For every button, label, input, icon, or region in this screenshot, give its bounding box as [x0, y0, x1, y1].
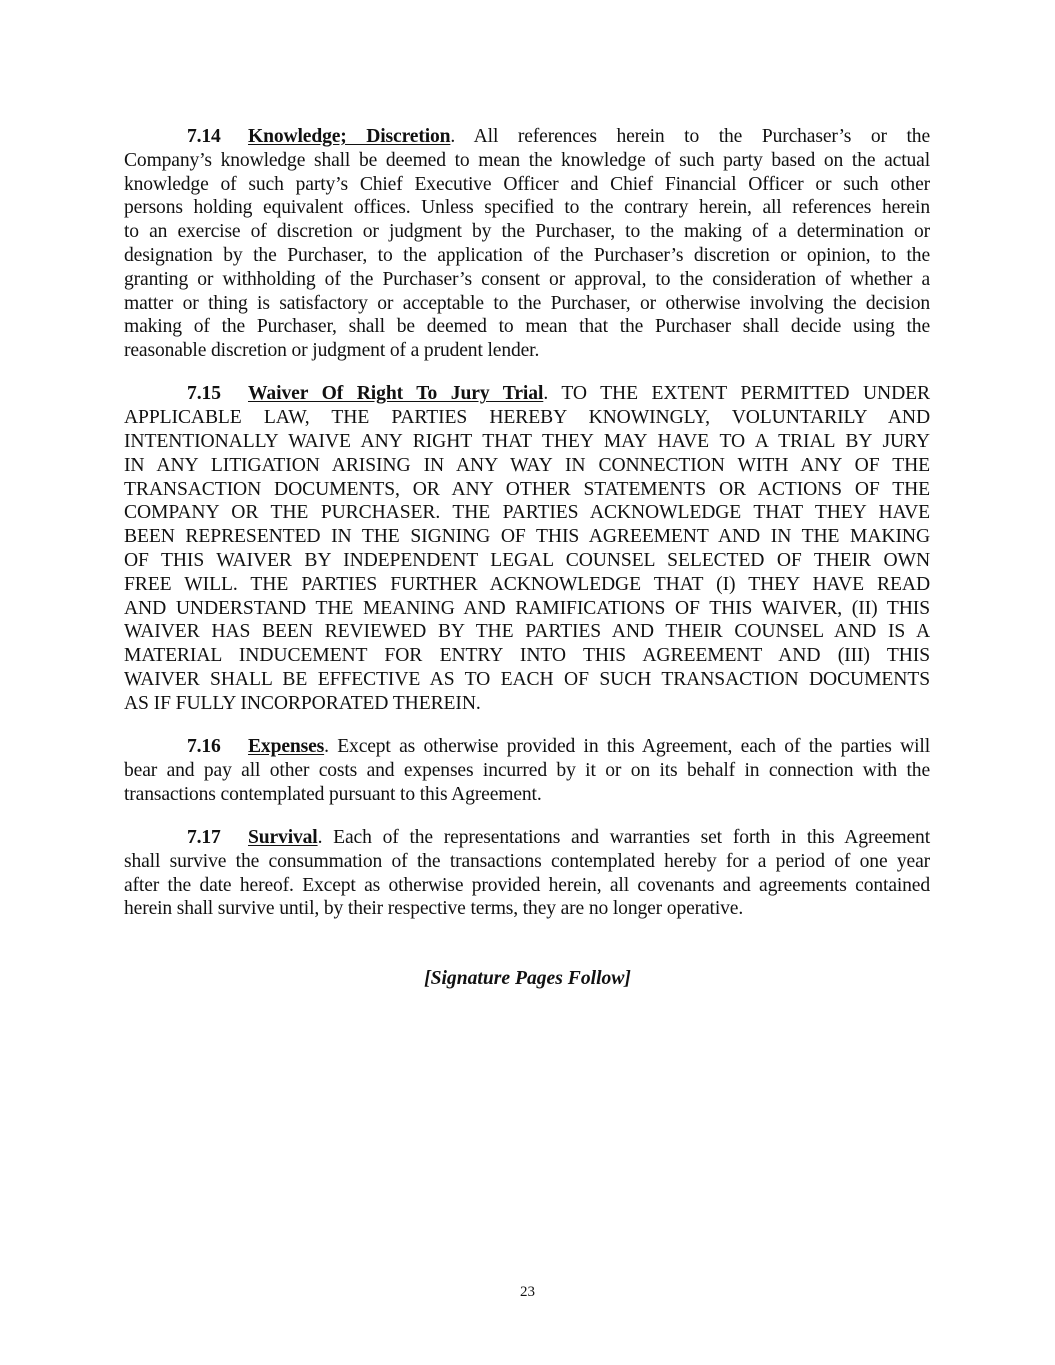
section-line: BEEN REPRESENTED IN THE SIGNING OF THIS AGREEMENT AND IN THE MAKING [124, 526, 930, 548]
section-line: designation by the Purchaser, to the application of the Purchaser’s discretion or opinion, to the [124, 244, 930, 266]
section-7-15 [124, 382, 930, 715]
section-line: FREE WILL. THE PARTIES FURTHER ACKNOWLEDGE THAT (I) THEY HAVE READ [124, 573, 930, 595]
section-line: after the date hereof. Except as otherwise provided herein, all covenants and agreements contained [124, 874, 930, 896]
section-heading: Waiver Of Right To Jury Trial [248, 383, 544, 405]
section-line: to an exercise of discretion or judgment by the Purchaser, to the making of a determination or [124, 221, 930, 243]
section-text: . Each of the representations and warranties set forth in this Agreement [317, 827, 930, 849]
signature-pages-note: [Signature Pages Follow] [424, 968, 631, 989]
section-heading: Expenses [248, 736, 325, 758]
section-line: herein shall survive until, by their respective terms, they are no longer operative. [124, 898, 744, 920]
section-line: shall survive the consummation of the transactions contemplated hereby for a period of one year [124, 850, 930, 872]
section-line: INTENTIONALLY WAIVE ANY RIGHT THAT THEY MAY HAVE TO A TRIAL BY JURY [124, 431, 930, 453]
section-first-line [124, 125, 930, 149]
section-line: WAIVER HAS BEEN REVIEWED BY THE PARTIES AND THEIR COUNSEL AND IS A [124, 621, 930, 643]
section-line: TRANSACTION DOCUMENTS, OR ANY OTHER STATEMENTS OR ACTIONS OF THE [124, 478, 930, 500]
section-line: AND UNDERSTAND THE MEANING AND RAMIFICATIONS OF THIS WAIVER, (II) THIS [124, 597, 930, 619]
section-line: MATERIAL INDUCEMENT FOR ENTRY INTO THIS AGREEMENT AND (III) THIS [124, 645, 930, 667]
section-first-line [124, 826, 930, 850]
section-line: IN ANY LITIGATION ARISING IN ANY WAY IN CONNECTION WITH ANY OF THE [124, 454, 930, 476]
section-line: matter or thing is satisfactory or acceptable to the Purchaser, or otherwise involving the decision [124, 292, 930, 314]
section-text: . TO THE EXTENT PERMITTED UNDER [543, 383, 930, 405]
section-text: . All references herein to the Purchaser’s or the [450, 126, 930, 147]
section-text: . Except as otherwise provided in this Agreement, each of the parties will [324, 736, 930, 758]
section-heading: Survival [248, 827, 318, 849]
section-line: OF THIS WAIVER BY INDEPENDENT LEGAL COUNSEL SELECTED OF THEIR OWN [124, 550, 930, 572]
section-line: Company’s knowledge shall be deemed to mean the knowledge of such party based on the actual [124, 149, 930, 171]
section-number: 7.14 [187, 126, 221, 147]
section-line: granting or withholding of the Purchaser’s consent or approval, to the consideration of whether a [124, 268, 930, 290]
section-heading: Knowledge; Discretion [248, 126, 451, 147]
section-line: making of the Purchaser, shall be deemed to mean that the Purchaser shall decide using the [124, 316, 930, 338]
section-first-line [124, 735, 930, 759]
section-line: AS IF FULLY INCORPORATED THEREIN. [124, 692, 481, 714]
section-line: persons holding equivalent offices. Unless specified to the contrary herein, all references herein [124, 197, 930, 219]
section-number: 7.16 [187, 736, 221, 758]
document-page [124, 125, 930, 941]
section-line: APPLICABLE LAW, THE PARTIES HEREBY KNOWINGLY, VOLUNTARILY AND [124, 407, 930, 429]
section-line: bear and pay all other costs and expenses incurred by it or on its behalf in connection with the [124, 759, 930, 781]
section-7-17 [124, 826, 930, 921]
section-7-14 [124, 125, 930, 363]
section-line: knowledge of such party’s Chief Executive Officer and Chief Financial Officer or such other [124, 173, 930, 195]
section-number: 7.17 [187, 827, 221, 849]
section-line: WAIVER SHALL BE EFFECTIVE AS TO EACH OF SUCH TRANSACTION DOCUMENTS [124, 669, 930, 691]
section-number: 7.15 [187, 383, 221, 405]
section-first-line [124, 382, 930, 406]
section-line: COMPANY OR THE PURCHASER. THE PARTIES ACKNOWLEDGE THAT THEY HAVE [124, 502, 930, 524]
section-line: transactions contemplated pursuant to this Agreement. [124, 783, 542, 805]
section-line: reasonable discretion or judgment of a prudent lender. [124, 340, 540, 362]
section-7-16 [124, 735, 930, 806]
page-number: 23 [520, 1284, 535, 1300]
